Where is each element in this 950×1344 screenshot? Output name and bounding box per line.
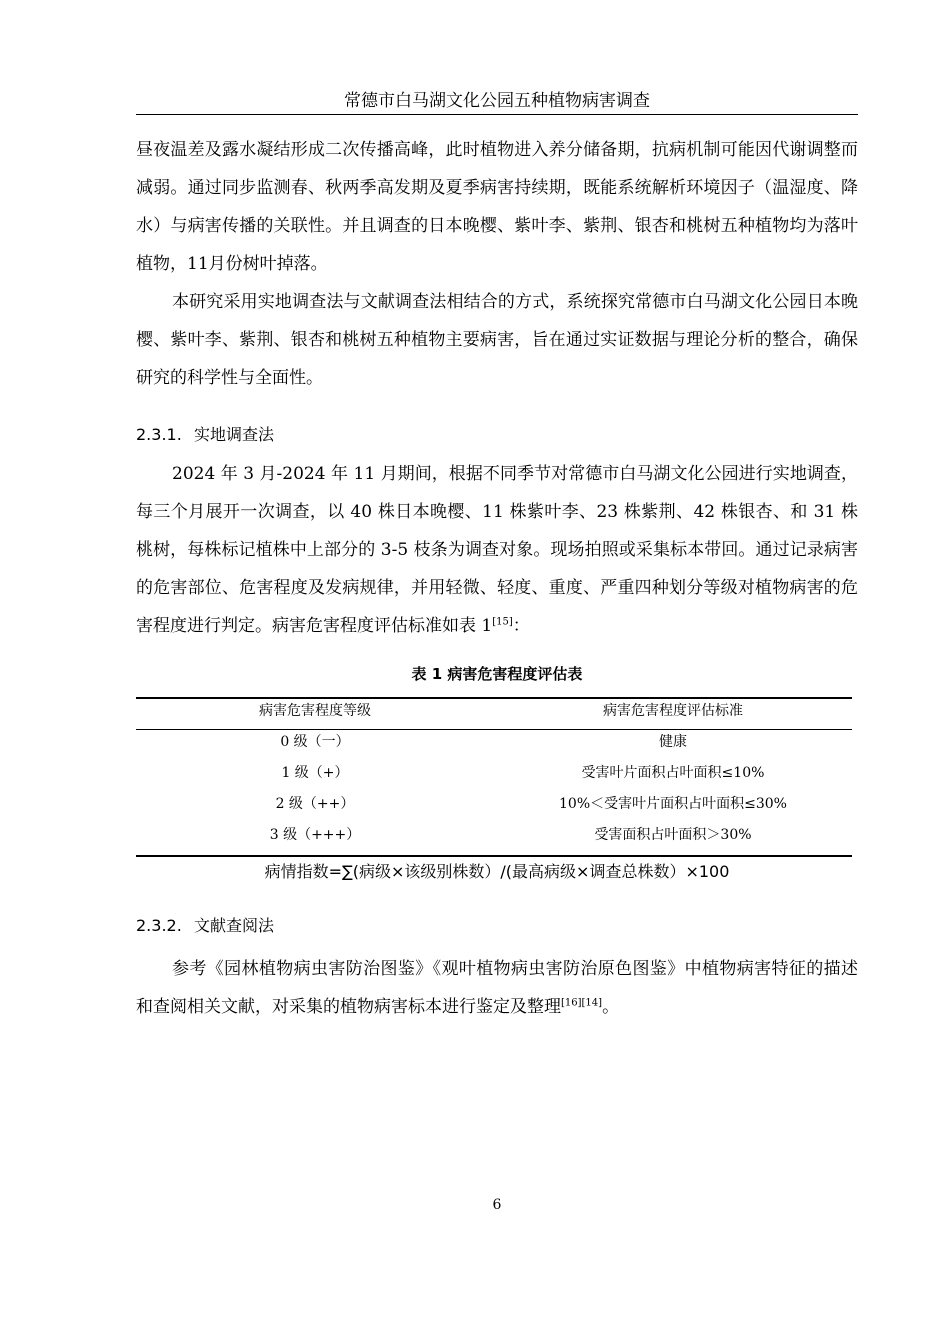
table-top-rule	[136, 697, 852, 699]
table-cell-criterion: 健康	[659, 734, 687, 750]
citation-15: [15]	[492, 616, 513, 628]
section-heading-2-3-2	[136, 915, 274, 937]
paragraph-3-end: ：	[512, 616, 530, 636]
table-cell-grade: 3 级（+++）	[269, 827, 361, 843]
page-number: 6	[492, 1197, 502, 1213]
disease-index-formula: 病情指数=∑(病级×该级别株数）/(最高病级×调查总株数）×100	[264, 862, 730, 881]
table-cell-grade: 1 级（+）	[281, 765, 349, 781]
paragraph-4	[136, 950, 858, 1026]
table-header-grade: 病害危害程度等级	[259, 703, 371, 719]
paragraph-3-text: 2024 年 3 月-2024 年 11 月期间，根据不同季节对常德市白马湖文化公园进行实地调查，每三个月展开一次调查，以 40 株日本晚樱、11 株紫叶李、23 株紫荆、42 株银杏、和 31 株桃树，每株标记植株中上部分的 3-5 枝条为调查对象。现场拍照或采集标本带回。通过记录病害的危害部位、危害程度及发病规律，并用轻微、轻度、重度、严重四种划分等级对植物病害的危害程度进行判定。病害危害程度评估标准如表 1	[136, 464, 858, 636]
table-header-rule	[136, 729, 852, 730]
table-bottom-rule	[136, 855, 852, 857]
section-number: 2.3.2.	[136, 916, 182, 935]
table-cell-grade: 0 级（一）	[280, 734, 350, 750]
paragraph-1: 昼夜温差及露水凝结形成二次传播高峰，此时植物进入养分储备期，抗病机制可能因代谢调整而减弱。通过同步监测春、秋两季高发期及夏季病害持续期，既能系统解析环境因子（温湿度、降水）与病害传播的关联性。并且调查的日本晚樱、紫叶李、紫荆、银杏和桃树五种植物均为落叶植物，11月份树叶掉落。	[136, 140, 858, 274]
table-header-criterion: 病害危害程度评估标准	[603, 703, 743, 719]
section-title: 文献查阅法	[194, 916, 275, 935]
section-title: 实地调查法	[194, 425, 275, 444]
paragraph-4-text: 参考《园林植物病虫害防治图鉴》《观叶植物病虫害防治原色图鉴》中植物病害特征的描述和查阅相关文献，对采集的植物病害标本进行鉴定及整理	[136, 959, 858, 1017]
section-heading-2-3-1	[136, 424, 274, 446]
table-caption: 表 1 病害危害程度评估表	[411, 665, 583, 683]
paragraph-2: 本研究采用实地调查法与文献调查法相结合的方式，系统探究常德市白马湖文化公园日本晚樱、紫叶李、紫荆、银杏和桃树五种植物主要病害，旨在通过实证数据与理论分析的整合，确保研究的科学性与全面性。	[136, 292, 858, 388]
running-header-title: 常德市白马湖文化公园五种植物病害调查	[344, 91, 650, 111]
table-cell-criterion: 受害面积占叶面积＞30%	[594, 827, 752, 843]
header-divider	[136, 114, 858, 115]
paragraph-4-end: 。	[602, 997, 620, 1017]
table-cell-grade: 2 级（++）	[275, 796, 355, 812]
section-number: 2.3.1.	[136, 425, 182, 444]
citation-16-14: [16][14]	[561, 997, 603, 1009]
table-cell-criterion: 受害叶片面积占叶面积≤10%	[581, 765, 765, 781]
table-cell-criterion: 10%＜受害叶片面积占叶面积≤30%	[559, 796, 787, 812]
paragraph-3	[136, 455, 858, 645]
